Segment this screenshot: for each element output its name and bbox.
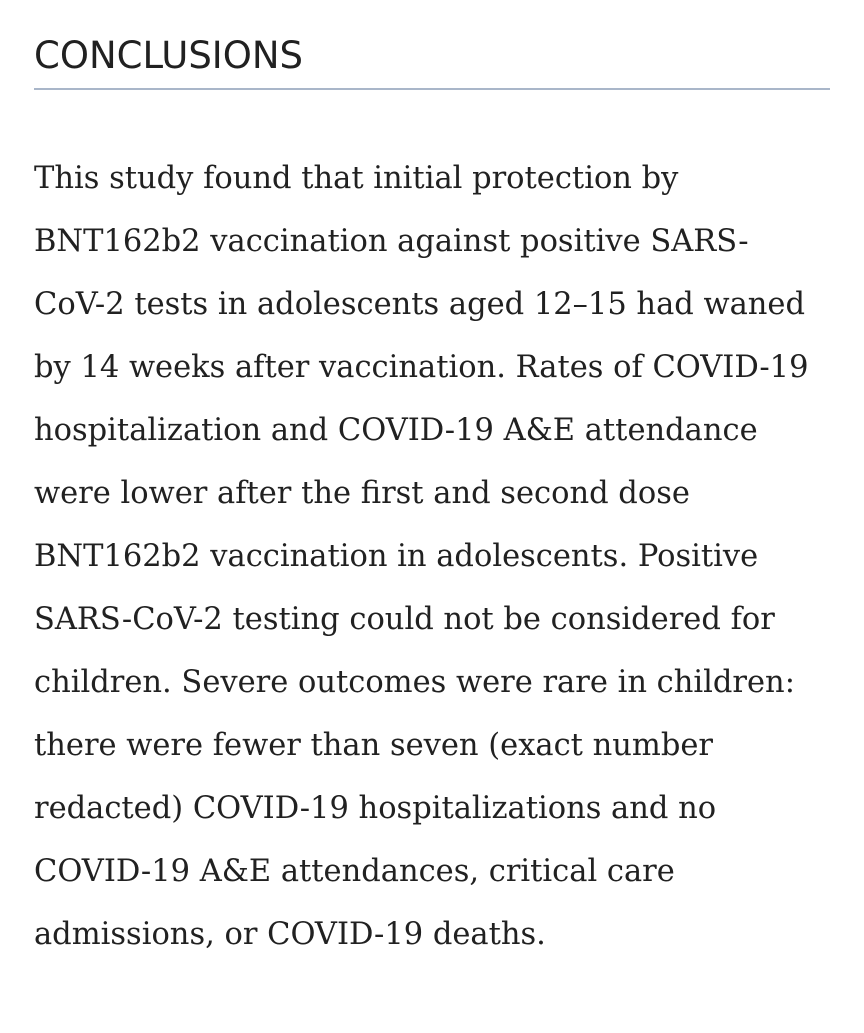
paragraph-line: were lower after the first and second dose — [34, 476, 690, 511]
paragraph-line: there were fewer than seven (exact number — [34, 728, 713, 763]
conclusions-paragraph — [34, 147, 834, 966]
paragraph-line: by 14 weeks after vaccination. Rates of COVID-19 — [34, 350, 809, 385]
heading-divider — [34, 88, 830, 90]
paragraph-line: BNT162b2 vaccination in adolescents. Positive — [34, 539, 759, 574]
section-heading: CONCLUSIONS — [34, 34, 304, 77]
paragraph-line: This study found that initial protection by — [34, 161, 679, 196]
paragraph-line: children. Severe outcomes were rare in children: — [34, 665, 795, 700]
paragraph-line: admissions, or COVID-19 deaths. — [34, 917, 546, 952]
paragraph-line: CoV-2 tests in adolescents aged 12–15 had waned — [34, 287, 805, 322]
paragraph-line: SARS-CoV-2 testing could not be considered for — [34, 602, 775, 637]
paragraph-line: redacted) COVID-19 hospitalizations and no — [34, 791, 717, 826]
conclusions-section — [34, 30, 830, 952]
paragraph-line: hospitalization and COVID-19 A&E attendance — [34, 413, 758, 448]
paragraph-line: COVID-19 A&E attendances, critical care — [34, 854, 675, 889]
paragraph-line: BNT162b2 vaccination against positive SARS- — [34, 224, 749, 259]
